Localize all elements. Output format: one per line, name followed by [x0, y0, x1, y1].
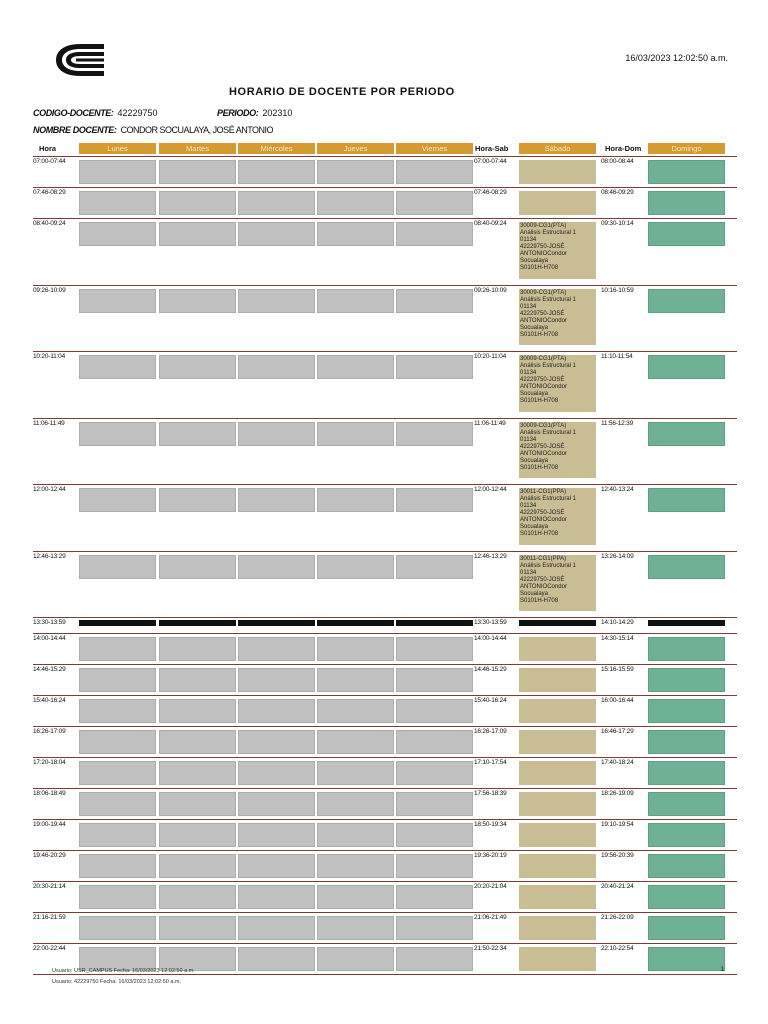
- time-label-saturday: 12:46-13:29: [474, 552, 507, 560]
- time-label-sunday: 09:30-10:14: [601, 220, 634, 227]
- course-line: ANTONIOCondor: [520, 517, 567, 523]
- time-label-saturday: 19:36-20:19: [474, 852, 507, 859]
- cell-viernes: [396, 289, 473, 313]
- break-cell-sabado: [519, 620, 596, 626]
- course-line: Análisis Estructural 1: [520, 363, 577, 369]
- course-line: Socualaya: [520, 258, 549, 264]
- break-cell-lunes: [79, 620, 156, 626]
- time-label-weekday: 18:06-18:49: [33, 790, 66, 797]
- time-label-saturday: 09:26-10:09: [474, 286, 507, 294]
- course-line: ANTONIOCondor: [520, 583, 567, 590]
- cell-miercoles: [238, 160, 315, 184]
- course-line: 30011-CG1(PPA): [520, 489, 567, 495]
- schedule-row: [33, 285, 737, 353]
- nombre-value: CONDOR SOCUALAYA, JOSÉ ANTONIO: [120, 125, 274, 135]
- schedule-row: [33, 757, 737, 789]
- cell-viernes: [396, 854, 473, 878]
- course-line: S0101H-H708: [520, 331, 559, 338]
- time-label-weekday: 13:30-13:59: [33, 619, 66, 626]
- course-line: Socualaya: [520, 324, 549, 331]
- col-header-viernes: Viernes: [396, 143, 473, 154]
- course-line: 30009-CG1(PTA): [520, 356, 567, 362]
- time-label-sunday: 14:10-14:29: [601, 619, 634, 626]
- course-line: Socualaya: [520, 524, 549, 530]
- cell-martes: [159, 854, 236, 878]
- cell-lunes: [79, 637, 156, 661]
- time-label-weekday: 07:46-08:29: [33, 189, 66, 196]
- cell-domingo: [648, 555, 725, 579]
- time-label-saturday: 07:00-07:44: [474, 158, 507, 165]
- cell-martes: [159, 555, 236, 579]
- col-header-miercoles: Miércoles: [238, 143, 315, 154]
- cell-jueves: [317, 191, 394, 215]
- time-label-saturday: 17:56-18:39: [474, 790, 507, 797]
- schedule-row: [33, 788, 737, 820]
- schedule-row: [33, 695, 737, 727]
- grid-bottom-rule: [33, 974, 737, 975]
- schedule-row: [33, 187, 737, 219]
- codigo-label: CODIGO-DOCENTE:: [33, 108, 114, 118]
- col-header-lunes: Lunes: [79, 143, 156, 154]
- cell-viernes: [396, 488, 473, 512]
- cell-miercoles: [238, 289, 315, 313]
- cell-lunes: [79, 289, 156, 313]
- cell-lunes: [79, 885, 156, 909]
- cell-domingo: [648, 916, 725, 940]
- schedule-row: [33, 418, 737, 486]
- course-line: 42229750-JOSÉ: [520, 510, 565, 516]
- time-label-saturday: 17:10-17:54: [474, 759, 507, 766]
- break-cell-jueves: [317, 620, 394, 626]
- cell-martes: [159, 488, 236, 512]
- col-header-hora: Hora: [39, 144, 57, 153]
- course-line: Análisis Estructural 1: [520, 230, 577, 236]
- cell-martes: [159, 355, 236, 379]
- cell-domingo: [648, 355, 725, 379]
- cell-jueves: [317, 422, 394, 446]
- cell-martes: [159, 916, 236, 940]
- cell-martes: [159, 160, 236, 184]
- cell-viernes: [396, 730, 473, 754]
- cell-sabado: [519, 885, 596, 909]
- course-line: ANTONIOCondor: [520, 384, 567, 390]
- course-line: 30011-CG1(PPA): [520, 555, 567, 562]
- cell-jueves: [317, 488, 394, 512]
- time-label-weekday: 15:40-16:24: [33, 697, 66, 704]
- nombre-docente: [33, 125, 273, 135]
- cell-jueves: [317, 355, 394, 379]
- cell-martes: [159, 792, 236, 816]
- time-label-sunday: 16:00-16:44: [601, 697, 634, 704]
- cell-domingo: [648, 222, 725, 246]
- course-line: ANTONIOCondor: [520, 251, 567, 257]
- time-label-sunday: 19:56-20:39: [601, 852, 634, 859]
- cell-miercoles: [238, 885, 315, 909]
- cell-martes: [159, 699, 236, 723]
- cell-miercoles: [238, 222, 315, 246]
- course-block-sabado[interactable]: [519, 422, 596, 479]
- cell-viernes: [396, 761, 473, 785]
- time-label-saturday: 21:50-22:34: [474, 945, 507, 952]
- course-line: S0101H-H708: [520, 597, 559, 604]
- course-line: 42229750-JOSÉ: [520, 443, 565, 450]
- time-label-weekday: 16:26-17:09: [33, 728, 66, 735]
- time-label-sunday: 08:00-08:44: [601, 158, 634, 165]
- time-label-saturday: 15:40-16:24: [474, 697, 507, 704]
- cell-miercoles: [238, 854, 315, 878]
- course-line: 01134: [520, 569, 537, 576]
- course-line: 42229750-JOSÉ: [520, 310, 565, 317]
- cell-domingo: [648, 792, 725, 816]
- break-cell-viernes: [396, 620, 473, 626]
- time-label-weekday: 22:00-22:44: [33, 945, 66, 952]
- cell-miercoles: [238, 355, 315, 379]
- time-label-saturday: 21:06-21:49: [474, 914, 507, 921]
- time-label-sunday: 18:26-19:09: [601, 790, 634, 797]
- break-cell-miercoles: [238, 620, 315, 626]
- cell-miercoles: [238, 823, 315, 847]
- time-label-saturday: 13:30-13:59: [474, 619, 507, 626]
- schedule-row: [33, 664, 737, 696]
- time-label-saturday: 14:46-15:29: [474, 666, 507, 673]
- cell-martes: [159, 730, 236, 754]
- schedule-row: [33, 484, 737, 552]
- course-block-sabado[interactable]: [519, 555, 596, 612]
- cell-viernes: [396, 222, 473, 246]
- time-label-saturday: 07:46-08:29: [474, 189, 507, 196]
- cell-jueves: [317, 555, 394, 579]
- cell-sabado: [519, 947, 596, 971]
- cell-viernes: [396, 355, 473, 379]
- cell-domingo: [648, 947, 725, 971]
- time-label-weekday: 09:26-10:09: [33, 286, 66, 294]
- schedule-row: [33, 912, 737, 944]
- cell-domingo: [648, 668, 725, 692]
- page-title: HORARIO DE DOCENTE POR PERIODO: [229, 86, 455, 98]
- course-line: Socualaya: [520, 457, 549, 464]
- cell-lunes: [79, 488, 156, 512]
- page-number: 1: [720, 967, 724, 973]
- cell-jueves: [317, 668, 394, 692]
- time-label-weekday: 12:00-12:44: [33, 486, 66, 493]
- cell-domingo: [648, 488, 725, 512]
- time-label-weekday: 19:46-20:29: [33, 852, 66, 859]
- course-line: S0101H-H708: [520, 464, 559, 471]
- cell-lunes: [79, 761, 156, 785]
- cell-miercoles: [238, 699, 315, 723]
- cell-jueves: [317, 160, 394, 184]
- cell-miercoles: [238, 916, 315, 940]
- course-line: 01134: [520, 237, 537, 243]
- cell-martes: [159, 885, 236, 909]
- cell-sabado: [519, 699, 596, 723]
- cell-viernes: [396, 885, 473, 909]
- time-label-weekday: 08:40-09:24: [33, 220, 66, 227]
- institution-logo: [54, 42, 106, 78]
- course-line: 01134: [520, 503, 537, 509]
- time-label-sunday: 10:16-10:59: [601, 286, 634, 294]
- cell-miercoles: [238, 761, 315, 785]
- cell-jueves: [317, 885, 394, 909]
- course-line: Socualaya: [520, 391, 549, 397]
- cell-jueves: [317, 761, 394, 785]
- cell-martes: [159, 422, 236, 446]
- cell-martes: [159, 761, 236, 785]
- cell-miercoles: [238, 191, 315, 215]
- cell-lunes: [79, 668, 156, 692]
- cell-martes: [159, 289, 236, 313]
- schedule-row: [33, 881, 737, 913]
- cell-viernes: [396, 637, 473, 661]
- schedule-row: [33, 819, 737, 851]
- cell-sabado: [519, 668, 596, 692]
- cell-domingo: [648, 289, 725, 313]
- cell-domingo: [648, 823, 725, 847]
- cell-martes: [159, 191, 236, 215]
- course-line: 01134: [520, 436, 537, 443]
- course-line: Análisis Estructural 1: [520, 429, 577, 436]
- cell-domingo: [648, 422, 725, 446]
- cell-jueves: [317, 730, 394, 754]
- cell-domingo: [648, 637, 725, 661]
- cell-viernes: [396, 823, 473, 847]
- course-line: ANTONIOCondor: [520, 317, 567, 324]
- cell-jueves: [317, 916, 394, 940]
- cell-sabado: [519, 823, 596, 847]
- cell-lunes: [79, 160, 156, 184]
- periodo-value: 202310: [262, 108, 293, 118]
- cell-jueves: [317, 637, 394, 661]
- cell-lunes: [79, 792, 156, 816]
- col-header-martes: Martes: [159, 143, 236, 154]
- cell-viernes: [396, 422, 473, 446]
- cell-miercoles: [238, 730, 315, 754]
- cell-jueves: [317, 854, 394, 878]
- periodo-label: PERIODO:: [217, 108, 259, 118]
- cell-jueves: [317, 823, 394, 847]
- periodo: [217, 108, 292, 118]
- time-label-sunday: 14:30-15:14: [601, 635, 634, 642]
- cell-lunes: [79, 422, 156, 446]
- time-label-sunday: 21:26-22:09: [601, 914, 634, 921]
- cell-miercoles: [238, 488, 315, 512]
- cell-jueves: [317, 222, 394, 246]
- course-block-sabado[interactable]: [519, 488, 596, 545]
- cell-sabado: [519, 160, 596, 184]
- time-label-sunday: 22:10-22:54: [601, 945, 634, 952]
- course-line: S0101H-H708: [520, 531, 559, 537]
- cell-lunes: [79, 699, 156, 723]
- cell-lunes: [79, 191, 156, 215]
- schedule-row: [33, 218, 737, 286]
- cell-viernes: [396, 699, 473, 723]
- cell-lunes: [79, 854, 156, 878]
- time-label-weekday: 19:00-19:44: [33, 821, 66, 828]
- time-label-weekday: 14:00-14:44: [33, 635, 66, 642]
- schedule-row: [33, 551, 737, 619]
- time-label-sunday: 13:26-14:09: [601, 552, 634, 560]
- cell-martes: [159, 668, 236, 692]
- footer-user-campus: Usuario: USR_CAMPUS Fecha: 16/03/2023 12:02:50 a.m.: [52, 968, 195, 974]
- course-line: 01134: [520, 303, 537, 310]
- col-header-sabado: Sábado: [519, 143, 596, 154]
- course-line: 42229750-JOSÉ: [520, 244, 565, 250]
- time-label-saturday: 12:00-12:44: [474, 486, 507, 493]
- course-line: Análisis Estructural 1: [520, 562, 577, 569]
- cell-lunes: [79, 823, 156, 847]
- schedule-row: [33, 850, 737, 882]
- cell-jueves: [317, 289, 394, 313]
- schedule-row: [33, 726, 737, 758]
- cell-lunes: [79, 555, 156, 579]
- time-label-weekday: 12:46-13:29: [33, 552, 66, 560]
- cell-lunes: [79, 355, 156, 379]
- cell-miercoles: [238, 637, 315, 661]
- col-header-hora-sab: Hora-Sab: [475, 144, 509, 153]
- course-line: S0101H-H708: [520, 265, 559, 271]
- cell-domingo: [648, 160, 725, 184]
- course-line: 30009-CG1(PTA): [520, 289, 567, 296]
- cell-sabado: [519, 730, 596, 754]
- time-label-weekday: 07:00-07:44: [33, 158, 66, 165]
- time-label-sunday: 16:46-17:29: [601, 728, 634, 735]
- time-label-weekday: 21:16-21:59: [33, 914, 66, 921]
- cell-viernes: [396, 160, 473, 184]
- course-line: 30009-CG1(PTA): [520, 223, 567, 229]
- cell-sabado: [519, 854, 596, 878]
- course-line: ANTONIOCondor: [520, 450, 567, 457]
- time-label-sunday: 15:16-15:59: [601, 666, 634, 673]
- cell-martes: [159, 637, 236, 661]
- time-label-sunday: 11:10-11:54: [601, 353, 633, 360]
- time-label-weekday: 20:30-21:14: [33, 883, 66, 890]
- cell-sabado: [519, 792, 596, 816]
- cell-viernes: [396, 916, 473, 940]
- cell-martes: [159, 823, 236, 847]
- course-line: 01134: [520, 370, 537, 376]
- time-label-weekday: 14:46-15:29: [33, 666, 66, 673]
- course-line: Análisis Estructural 1: [520, 496, 577, 502]
- course-line: S0101H-H708: [520, 398, 559, 404]
- course-block-sabado[interactable]: [519, 289, 596, 346]
- cell-miercoles: [238, 555, 315, 579]
- col-header-domingo: Domingo: [648, 143, 725, 154]
- footer-user-docente: Usuario: 42229750 Fecha: 16/03/2023 12:02:50 a.m.: [52, 979, 182, 985]
- col-header-jueves: Jueves: [317, 143, 394, 154]
- cell-miercoles: [238, 947, 315, 971]
- codigo-value: 42229750: [117, 108, 158, 118]
- time-label-saturday: 08:40-09:24: [474, 220, 507, 227]
- course-line: Análisis Estructural 1: [520, 296, 577, 303]
- time-label-saturday: 10:20-11:04: [474, 353, 507, 360]
- cell-lunes: [79, 222, 156, 246]
- time-label-sunday: 20:40-21:24: [601, 883, 634, 890]
- cell-miercoles: [238, 792, 315, 816]
- time-label-sunday: 11:56-12:39: [601, 419, 634, 427]
- cell-domingo: [648, 761, 725, 785]
- break-cell-martes: [159, 620, 236, 626]
- schedule-row: [33, 351, 737, 419]
- time-label-saturday: 16:26-17:09: [474, 728, 507, 735]
- cell-lunes: [79, 730, 156, 754]
- cell-martes: [159, 222, 236, 246]
- cell-viernes: [396, 191, 473, 215]
- time-label-saturday: 14:00-14:44: [474, 635, 507, 642]
- course-line: 42229750-JOSÉ: [520, 576, 565, 583]
- cell-viernes: [396, 555, 473, 579]
- time-label-saturday: 11:06-11:49: [474, 419, 506, 427]
- cell-domingo: [648, 885, 725, 909]
- cell-domingo: [648, 854, 725, 878]
- time-label-sunday: 17:40-18:24: [601, 759, 634, 766]
- nombre-label: NOMBRE DOCENTE:: [33, 125, 117, 135]
- course-block-sabado[interactable]: [519, 222, 596, 279]
- codigo-docente: [33, 108, 158, 118]
- schedule-row: [33, 156, 737, 188]
- break-cell-domingo: [648, 620, 725, 626]
- schedule-row: [33, 633, 737, 665]
- cell-viernes: [396, 668, 473, 692]
- course-block-sabado[interactable]: [519, 355, 596, 412]
- schedule-row: [33, 617, 737, 634]
- time-label-sunday: 08:46-09:29: [601, 189, 634, 196]
- time-label-saturday: 18:50-19:34: [474, 821, 507, 828]
- cell-domingo: [648, 191, 725, 215]
- print-timestamp: 16/03/2023 12:02:50 a.m.: [625, 53, 728, 63]
- time-label-sunday: 19:10-19:54: [601, 821, 634, 828]
- course-line: 30009-CG1(PTA): [520, 422, 567, 429]
- cell-sabado: [519, 637, 596, 661]
- time-label-weekday: 10:20-11:04: [33, 353, 66, 360]
- cell-domingo: [648, 699, 725, 723]
- cell-viernes: [396, 947, 473, 971]
- col-header-hora-dom: Hora-Dom: [605, 144, 642, 153]
- cell-jueves: [317, 947, 394, 971]
- cell-domingo: [648, 730, 725, 754]
- cell-miercoles: [238, 422, 315, 446]
- time-label-saturday: 20:20-21:04: [474, 883, 507, 890]
- course-line: Socualaya: [520, 590, 549, 597]
- cell-sabado: [519, 916, 596, 940]
- time-label-weekday: 11:06-11:49: [33, 419, 65, 427]
- cell-jueves: [317, 699, 394, 723]
- cell-sabado: [519, 191, 596, 215]
- time-label-sunday: 12:40-13:24: [601, 486, 634, 493]
- cell-jueves: [317, 792, 394, 816]
- course-line: 42229750-JOSÉ: [520, 377, 565, 383]
- cell-lunes: [79, 916, 156, 940]
- cell-viernes: [396, 792, 473, 816]
- cell-sabado: [519, 761, 596, 785]
- time-label-weekday: 17:20-18:04: [33, 759, 66, 766]
- cell-miercoles: [238, 668, 315, 692]
